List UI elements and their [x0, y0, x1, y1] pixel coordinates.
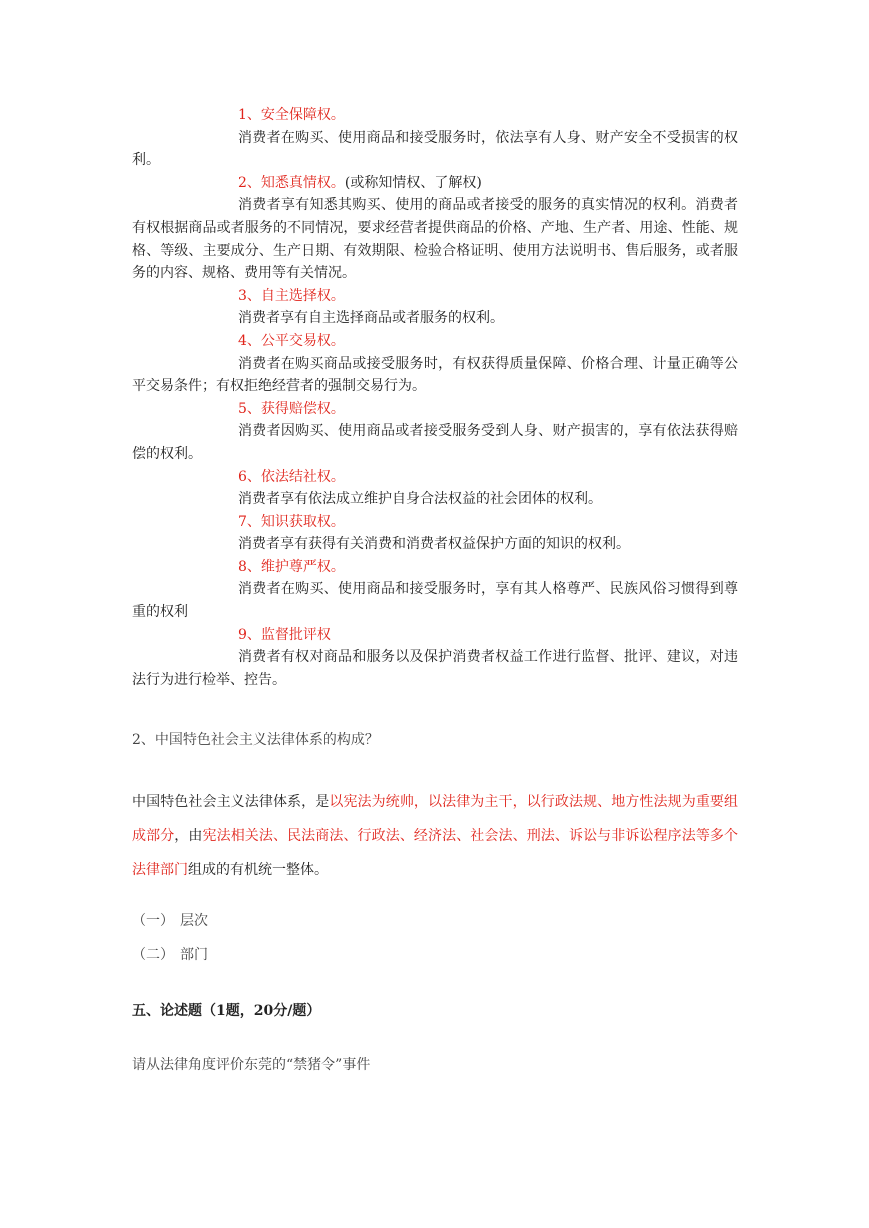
subitem-2-text: 部门: [180, 947, 208, 963]
answer-paragraph: [132, 785, 738, 887]
essay-question: 请从法律角度评价东莞的“禁猪令”事件: [132, 1057, 371, 1073]
subitem-1: [132, 910, 208, 932]
answer-highlight-1: 以宪法为统帅，以法律为主干，以行政法规、地方性法规为重要组成部分: [132, 794, 739, 844]
section-5-heading: 五、论述题（1题，20分/题）: [132, 1003, 321, 1019]
answer-part-5: 组成的有机统一整体。: [188, 862, 328, 878]
answer-highlight-2: 宪法相关法、民法商法、行政法、经济法、社会法、刑法、诉讼与非诉讼程序法等多个法律部门: [132, 828, 739, 878]
right-desc-7: 消费者享有获得有关消费和消费者权益保护方面的知识的权利。: [238, 536, 630, 553]
subitem-1-text: 层次: [180, 913, 208, 929]
right-desc-9: 消费者有权对商品和服务以及保护消费者权益工作进行监督、批评、建议，对违法行为进行检举、控告。: [132, 649, 738, 688]
right-title-2-note: (或称知情权、了解权): [344, 174, 482, 191]
answer-part-1: 中国特色社会主义法律体系，是: [132, 794, 330, 810]
right-title-7: 7、知识获取权。: [238, 513, 345, 530]
right-desc-2: 消费者享有知悉其购买、使用的商品或者接受的服务的真实情况的权利。消费者有权根据商品或者服务的不同情况，要求经营者提供商品的价格、产地、生产者、用途、性能、规格、等级、主要成分、生产日期、有效期限、检验合格证明、使用方法说明书、售后服务，或者服务的内容、规格、费用等有关情况。: [132, 197, 738, 282]
right-title-6: 6、依法结社权。: [238, 468, 345, 485]
consumer-rights-list: [132, 104, 738, 691]
answer-part-3: ，由: [174, 828, 203, 844]
right-title-2-text: 2、知悉真情权。: [238, 174, 345, 191]
right-title-1: 1、安全保障权。: [238, 107, 345, 123]
right-desc-8: 消费者在购买、使用商品和接受服务时，享有其人格尊严、民族风俗习惯得到尊重的权利: [132, 581, 738, 621]
right-title-2: [132, 172, 738, 195]
right-title-4: 4、公平交易权。: [238, 332, 345, 349]
right-desc-4: 消费者在购买商品或接受服务时，有权获得质量保障、价格合理、计量正确等公平交易条件；有权拒绝经营者的强制交易行为。: [132, 355, 738, 395]
question-2: 2、中国特色社会主义法律体系的构成？: [132, 732, 379, 748]
right-title-3: 3、自主选择权。: [238, 287, 345, 304]
right-title-8: 8、维护尊严权。: [238, 558, 345, 575]
right-desc-5: 消费者因购买、使用商品或者接受服务受到人身、财产损害的，享有依法获得赔偿的权利。: [132, 423, 738, 462]
right-desc-3: 消费者享有自主选择商品或者服务的权利。: [238, 310, 504, 327]
right-desc-1: 消费者在购买、使用商品和接受服务时，依法享有人身、财产安全不受损害的权利。: [132, 129, 738, 169]
subitem-1-label: （一）: [132, 913, 174, 929]
right-title-9: 9、监督批评权: [238, 626, 331, 643]
right-desc-6: 消费者享有依法成立维护自身合法权益的社会团体的权利。: [238, 491, 602, 508]
subitem-2: [132, 944, 208, 966]
subitem-2-label: （二）: [132, 947, 174, 963]
right-title-5: 5、获得赔偿权。: [238, 400, 345, 417]
